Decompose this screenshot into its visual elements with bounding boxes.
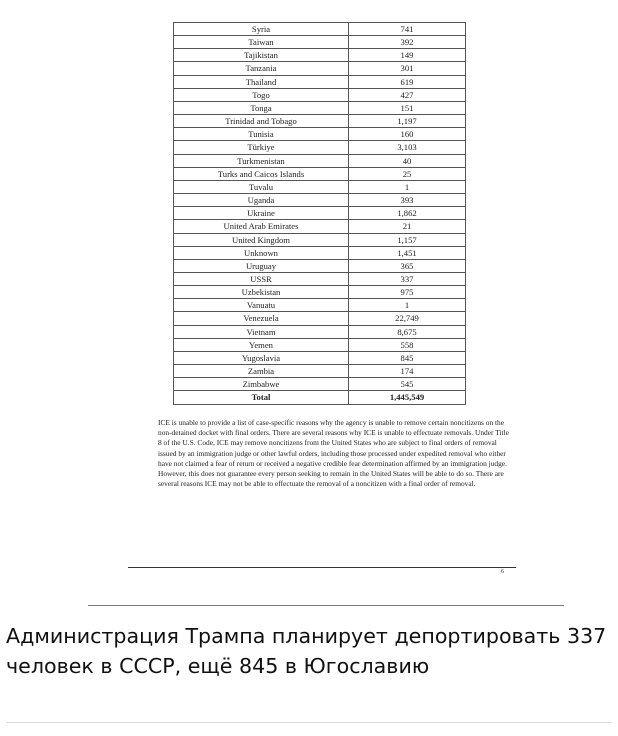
country-cell: Ukraine bbox=[174, 207, 349, 220]
country-cell: Tuvalu bbox=[174, 180, 349, 193]
table-row bbox=[174, 365, 466, 378]
country-cell: Tajikistan bbox=[174, 49, 349, 62]
count-cell: 393 bbox=[349, 194, 466, 207]
count-cell: 40 bbox=[349, 154, 466, 167]
country-cell: Tanzania bbox=[174, 62, 349, 75]
count-cell: 427 bbox=[349, 88, 466, 101]
post-caption[interactable]: Администрация Трампа планирует депортировать 337 человек в СССР, ещё 845 в Югославию bbox=[6, 624, 607, 678]
count-cell: 545 bbox=[349, 378, 466, 391]
table-row bbox=[174, 286, 466, 299]
table-row bbox=[174, 194, 466, 207]
count-cell: 975 bbox=[349, 286, 466, 299]
count-cell: 845 bbox=[349, 351, 466, 364]
table-row bbox=[174, 49, 466, 62]
count-cell: 3,103 bbox=[349, 141, 466, 154]
table-row bbox=[174, 23, 466, 36]
table-row bbox=[174, 180, 466, 193]
country-cell: Vanuatu bbox=[174, 299, 349, 312]
table-row bbox=[174, 351, 466, 364]
table-row bbox=[174, 128, 466, 141]
country-count-table bbox=[173, 22, 466, 405]
table-row bbox=[174, 88, 466, 101]
count-cell: 21 bbox=[349, 220, 466, 233]
count-cell: 22,749 bbox=[349, 312, 466, 325]
ice-note-paragraph: ICE is unable to provide a list of case-specific reasons why the agency is unable to remove certain noncitizens on the non-detained docket with final orders. There are several reasons why ICE is unable to effectuate removals. Under Title 8 of the U.S. Code, ICE may remove noncitizens from the United States who are subject to final orders of removal issued by an immigration judge or other lawful orders, including those processed under expedited removal who either have not claimed a fear of return or received a negative credible fear determination affirmed by an immigration judge. However, this does not guarantee every person seeking to remain in the United States will be able to do so. There are several reasons ICE may not be able to effectuate the removal of a noncitizen with a final order of removal. bbox=[158, 418, 509, 489]
total-value: 1,445,549 bbox=[349, 391, 466, 404]
count-cell: 392 bbox=[349, 36, 466, 49]
count-cell: 301 bbox=[349, 62, 466, 75]
table-row bbox=[174, 207, 466, 220]
country-cell: USSR bbox=[174, 272, 349, 285]
table-row bbox=[174, 312, 466, 325]
country-cell: Syria bbox=[174, 23, 349, 36]
page-number: 6 bbox=[501, 569, 504, 575]
count-cell: 8,675 bbox=[349, 325, 466, 338]
count-cell: 151 bbox=[349, 101, 466, 114]
country-cell: Unknown bbox=[174, 246, 349, 259]
country-cell: Thailand bbox=[174, 75, 349, 88]
country-cell: Zimbabwe bbox=[174, 378, 349, 391]
table-row bbox=[174, 220, 466, 233]
count-cell: 1 bbox=[349, 180, 466, 193]
country-cell: Yugoslavia bbox=[174, 351, 349, 364]
count-cell: 1 bbox=[349, 299, 466, 312]
table-row bbox=[174, 272, 466, 285]
country-cell: Türkiye bbox=[174, 141, 349, 154]
table-row bbox=[174, 101, 466, 114]
count-cell: 741 bbox=[349, 23, 466, 36]
table-row bbox=[174, 141, 466, 154]
country-cell: Yemen bbox=[174, 338, 349, 351]
country-cell: Tunisia bbox=[174, 128, 349, 141]
total-label: Total bbox=[174, 391, 349, 404]
table-body bbox=[174, 23, 466, 405]
country-cell: Taiwan bbox=[174, 36, 349, 49]
country-cell: Togo bbox=[174, 88, 349, 101]
country-cell: Vietnam bbox=[174, 325, 349, 338]
country-cell: Uzbekistan bbox=[174, 286, 349, 299]
table-row bbox=[174, 338, 466, 351]
country-cell: Trinidad and Tobago bbox=[174, 115, 349, 128]
table-row bbox=[174, 325, 466, 338]
bottom-divider bbox=[6, 722, 612, 723]
count-cell: 1,157 bbox=[349, 233, 466, 246]
country-cell: Venezuela bbox=[174, 312, 349, 325]
document-page bbox=[88, 0, 564, 606]
count-cell: 174 bbox=[349, 365, 466, 378]
table-row bbox=[174, 233, 466, 246]
country-cell: Uganda bbox=[174, 194, 349, 207]
country-cell: Tonga bbox=[174, 101, 349, 114]
count-cell: 25 bbox=[349, 167, 466, 180]
count-cell: 1,197 bbox=[349, 115, 466, 128]
count-cell: 558 bbox=[349, 338, 466, 351]
table-row bbox=[174, 115, 466, 128]
count-cell: 619 bbox=[349, 75, 466, 88]
count-cell: 337 bbox=[349, 272, 466, 285]
count-cell: 365 bbox=[349, 259, 466, 272]
country-cell: Turkmenistan bbox=[174, 154, 349, 167]
count-cell: 160 bbox=[349, 128, 466, 141]
count-cell: 1,862 bbox=[349, 207, 466, 220]
table-row bbox=[174, 259, 466, 272]
footer-rule bbox=[128, 567, 516, 568]
table-row bbox=[174, 167, 466, 180]
table-row bbox=[174, 299, 466, 312]
country-cell: Uruguay bbox=[174, 259, 349, 272]
table-row bbox=[174, 62, 466, 75]
table-row bbox=[174, 154, 466, 167]
country-cell: United Arab Emirates bbox=[174, 220, 349, 233]
table-row bbox=[174, 378, 466, 391]
table-row bbox=[174, 36, 466, 49]
count-cell: 149 bbox=[349, 49, 466, 62]
country-cell: Zambia bbox=[174, 365, 349, 378]
total-row bbox=[174, 391, 466, 404]
table-row bbox=[174, 75, 466, 88]
country-cell: Turks and Caicos Islands bbox=[174, 167, 349, 180]
count-cell: 1,451 bbox=[349, 246, 466, 259]
country-cell: United Kingdom bbox=[174, 233, 349, 246]
table-row bbox=[174, 246, 466, 259]
